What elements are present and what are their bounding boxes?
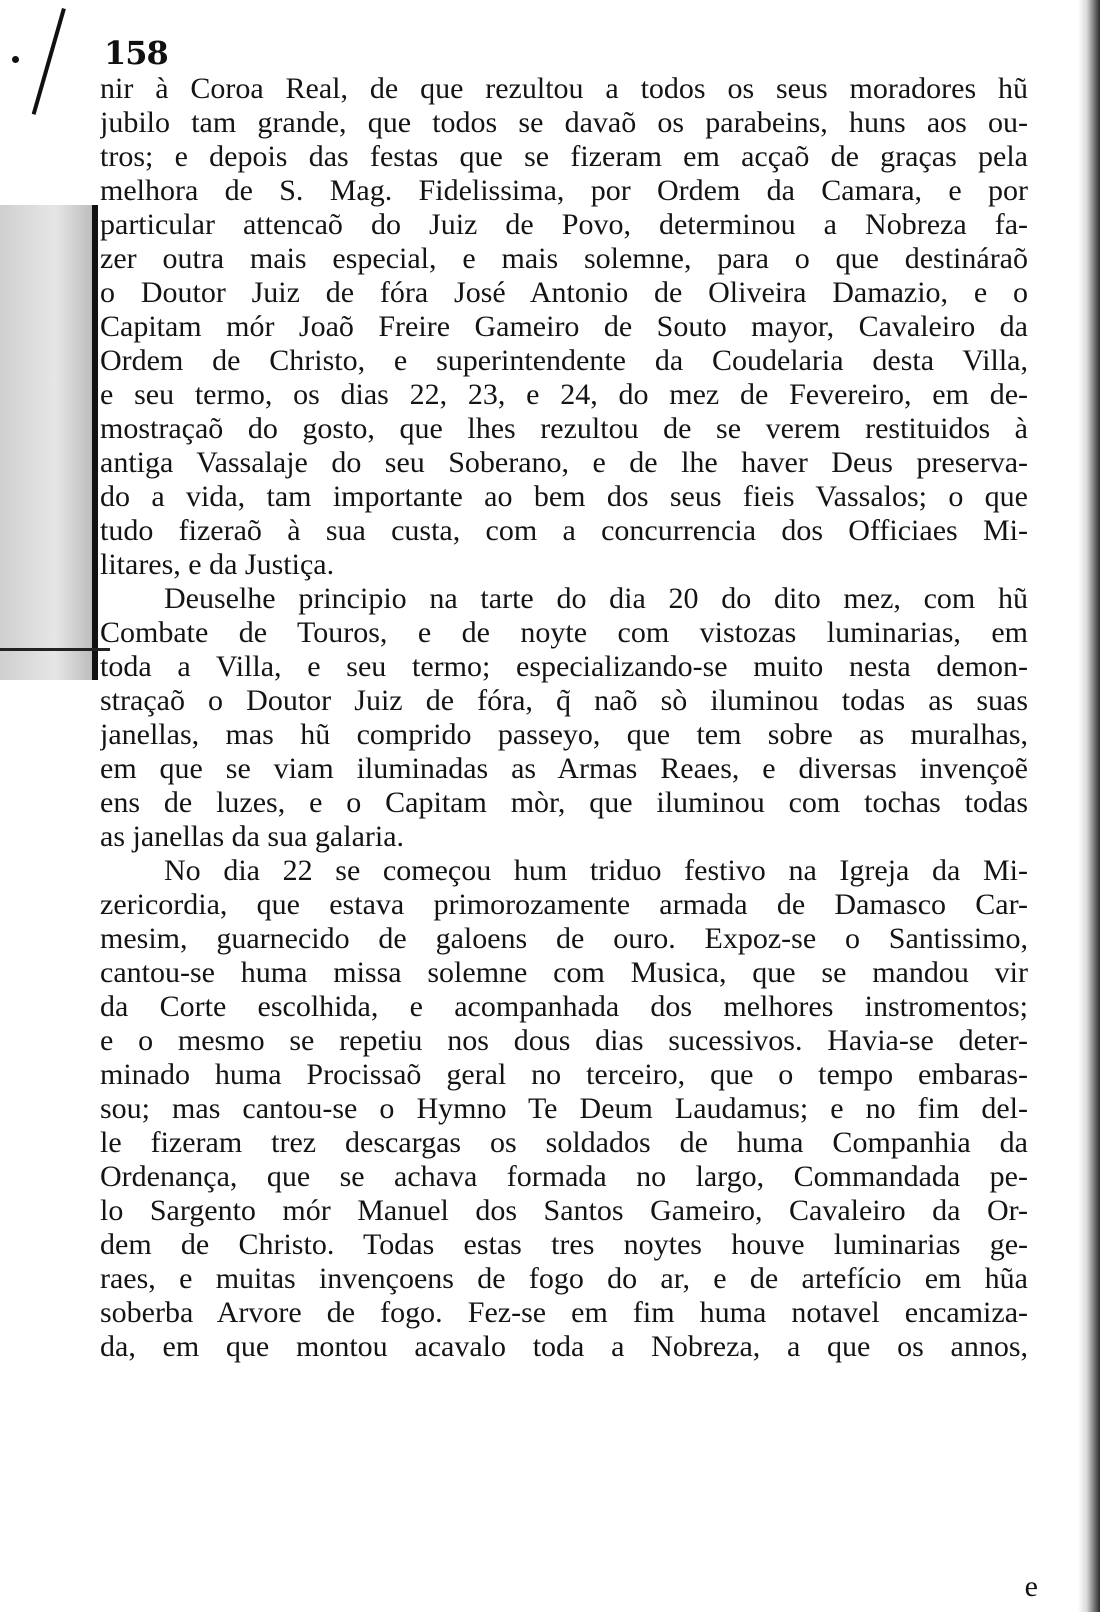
text-line: soberba Arvore de fogo. Fez-se em fim huma notavel encamiza- [100, 1296, 1028, 1329]
paragraph-2 [100, 582, 1028, 854]
body-text [100, 72, 1028, 1364]
text-line: nir à Coroa Real, de que rezultou a todos os seus moradores hũ [100, 72, 1028, 105]
text-line: raes, e muitas invençoens de fogo do ar, e de artefício em hũa [100, 1262, 1028, 1295]
text-line: e o mesmo se repetiu nos dous dias sucessivos. Havia-se deter- [100, 1024, 1028, 1057]
text-line: lo Sargento mór Manuel dos Santos Gameiro, Cavaleiro da Or- [100, 1194, 1028, 1227]
ink-dot-mark [12, 56, 19, 63]
paragraph-3 [100, 854, 1028, 1364]
paragraph-1 [100, 72, 1028, 582]
text-line: ens de luzes, e o Capitam mòr, que iluminou com tochas todas [100, 786, 1028, 819]
text-line: minado huma Procissaõ geral no terceiro, que o tempo embaras- [100, 1058, 1028, 1091]
text-line: da Corte escolhida, e acompanhada dos melhores instromentos; [100, 990, 1028, 1023]
text-line: Ordenança, que se achava formada no largo, Commandada pe- [100, 1160, 1028, 1193]
text-line: da, em que montou acavalo toda a Nobreza, a que os annos, [100, 1330, 1028, 1363]
text-line: janellas, mas hũ comprido passeyo, que tem sobre as muralhas, [100, 718, 1028, 751]
text-line: cantou-se huma missa solemne com Musica, que se mandou vir [100, 956, 1028, 989]
text-line: Deuselhe principio na tarte do dia 20 do dito mez, com hũ [164, 582, 1028, 615]
text-line: tudo fizeraõ à sua custa, com a concurrencia dos Officiaes Mi- [100, 514, 1028, 547]
text-line: mostraçaõ do gosto, que lhes rezultou de se verem restituidos à [100, 412, 1028, 445]
scan-edge-line [0, 648, 110, 651]
text-line: No dia 22 se começou hum triduo festivo na Igreja da Mi- [164, 854, 1028, 887]
text-line: melhora de S. Mag. Fidelissima, por Ordem da Camara, e por [100, 174, 1028, 207]
scan-edge-left [0, 205, 98, 680]
text-line: antiga Vassalaje do seu Soberano, e de lhe haver Deus preserva- [100, 446, 1028, 479]
text-line: toda a Villa, e seu termo; especializando-se muito nesta demon- [100, 650, 1028, 683]
catchword: e [1024, 1570, 1038, 1603]
text-line: dem de Christo. Todas estas tres noytes houve luminarias ge- [100, 1228, 1028, 1261]
text-line: sou; mas cantou-se o Hymno Te Deum Laudamus; e no fim del- [100, 1092, 1028, 1125]
text-line: Ordem de Christo, e superintendente da Coudelaria desta Villa, [100, 344, 1028, 377]
pen-stroke-mark [32, 8, 66, 115]
page-number: 158 [104, 34, 168, 72]
text-line: jubilo tam grande, que todos se davaõ os parabeins, huns aos ou- [100, 106, 1028, 139]
text-line: litares, e da Justiça. [100, 548, 335, 581]
text-line: o Doutor Juiz de fóra José Antonio de Oliveira Damazio, e o [100, 276, 1028, 309]
text-line: straçaõ o Doutor Juiz de fóra, q̃ naõ sò iluminou todas as suas [100, 684, 1028, 717]
scan-edge-right [1078, 0, 1100, 1612]
text-line: tros; e depois das festas que se fizeram em acçaõ de graças pela [100, 140, 1028, 173]
text-line: le fizeram trez descargas os soldados de huma Companhia da [100, 1126, 1028, 1159]
text-line: Capitam mór Joaõ Freire Gameiro de Souto mayor, Cavaleiro da [100, 310, 1028, 343]
text-line: as janellas da sua galaria. [100, 820, 405, 853]
text-line: do a vida, tam importante ao bem dos seus fieis Vassalos; o que [100, 480, 1028, 513]
text-line: e seu termo, os dias 22, 23, e 24, do mez de Fevereiro, em de- [100, 378, 1028, 411]
text-line: zericordia, que estava primorozamente armada de Damasco Car- [100, 888, 1028, 921]
text-line: em que se viam iluminadas as Armas Reaes, e diversas invençoẽ [100, 752, 1028, 785]
text-line: mesim, guarnecido de galoens de ouro. Expoz-se o Santissimo, [100, 922, 1028, 955]
text-line: zer outra mais especial, e mais solemne, para o que destináraõ [100, 242, 1028, 275]
text-line: particular attencaõ do Juiz de Povo, determinou a Nobreza fa- [100, 208, 1028, 241]
text-line: Combate de Touros, e de noyte com vistozas luminarias, em [100, 616, 1028, 649]
